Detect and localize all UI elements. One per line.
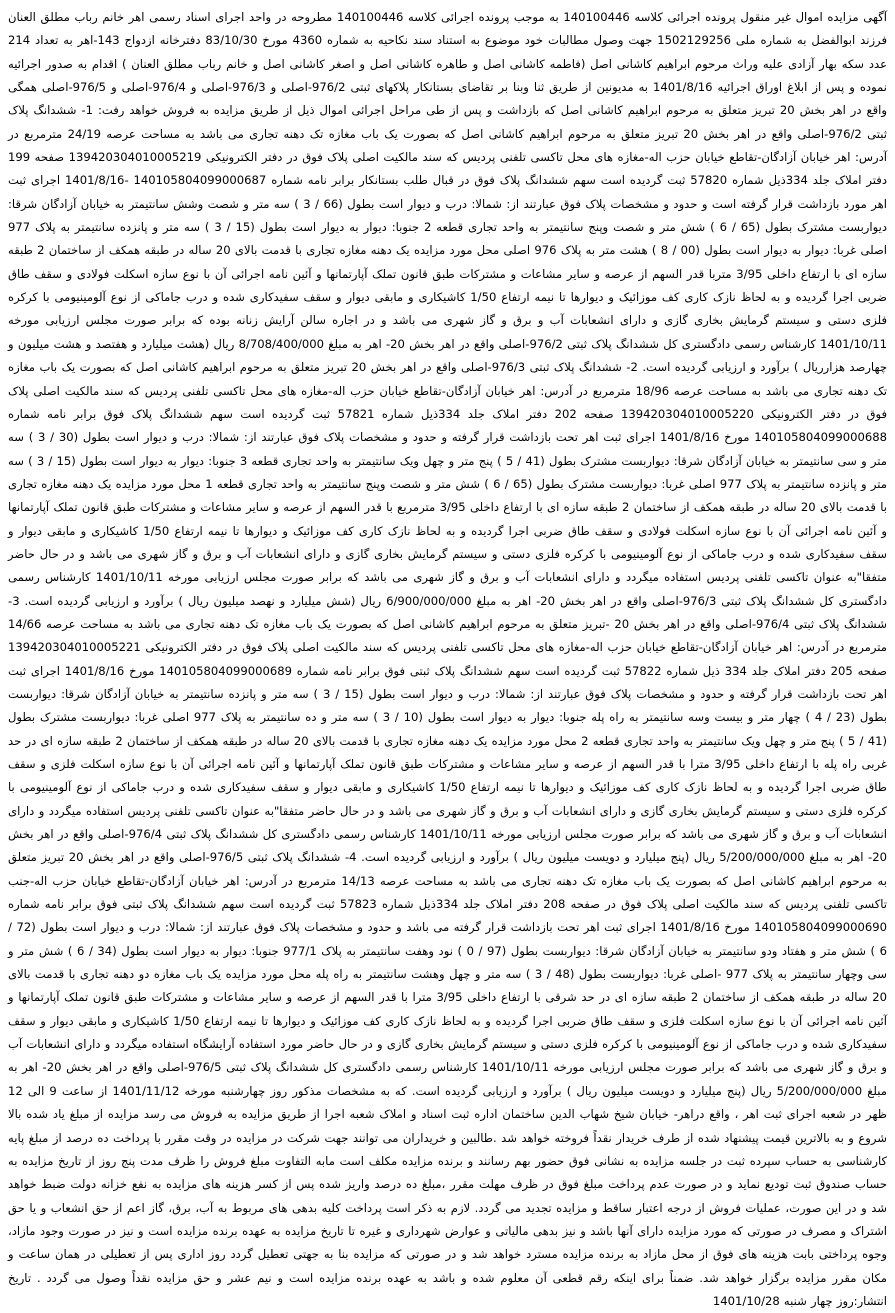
notice-body-text: آگهی مزایده اموال غیر منقول پرونده اجرائی کلاسه 140100446 به موجب پرونده اجرائی کلاسه 140100446 مطروحه در واحد اجرای اسناد رسمی اهر خانم رباب مطلق العنان فرزند ابوالفضل به شماره ملی 1502129256 جهت وصول مطالبات خود موضوع به استناد سند نکاحیه به شماره 4360 مورخ 83/10/30 دفترخانه ازدواج 143-اهر به تعداد 214 عدد سکه بهار آزادی علیه وراث مرحوم ابراهیم کاشانی اصل (فاطمه کاشانی اصل و طاهره کاشانی اصل و اصغر کاشانی اصل و خانم رباب مطلق العنان ) اقدام به صدور اجرائیه نموده و پس از ابلاغ اوراق اجرائیه 1401/8/16 به مدیونین از طریق ثنا وبنا بر تقاضای بستانکار پلاکهای ثبتی 976/2-اصلی و 976/3-اصلی و 976/4-اصلی و 976/5-اصلی همگی واقع در اهر بخش 20 تبریز متعلق به مرحوم ابراهیم کاشانی اصل که بازداشت و پس از طی مراحل اجرائی اموال ذیل از طریق مزایده به فروش خواهد رفت: 1- ششدانگ پلاک ثبتی 976/2-اصلی واقع در اهر بخش 20 تبریز متعلق به مرحوم ابراهیم کاشانی اصل که بصورت یک باب مغازه تک دهنه تجاری می باشد به مساحت عرصه 24/19 مترمربع در آدرس: اهر خیابان آزادگان-تقاطع خیابان حزب اله-مغازه های محل تاکسی تلفنی پردیس که سند مالکیت اصلی پلاک فوق در دفتر الکترونیکی 139420304010005219 صفحه 199 دفتر املاک جلد 334ذیل شماره 57820 ثبت گردیده است سهم ششدانگ پلاک فوق در قبال طلب بستانکار برابر نامه شماره 140105804099000687 -1401/8/16 اجرای ثبت اهر مورد بازداشت قرار گرفته است و حدود و مشخصات پلاک فوق عبارتند از: شمالا: درب و دیوار است بطول (66 / 3 ) سه متر و شصت وشش سانتیمتر به خیابان آزادگان شرقا: دیواربست مشترک بطول (65 / 6 ) شش متر و شصت وپنج سانتیمتر به واحد تجاری قطعه 2 جنوبا: دیوار به دیوار است بطول (15 / 3 ) سه متر و پانزده سانتیمتر به پلاک 977 اصلی غربا: دیوار به دیوار است بطول (00 / 8 ) هشت متر به پلاک 976 اصلی محل مورد مزایده یک دهنه مغازه تجاری با قدمت بالای 20 ساله در طبقه همکف از ساختمان 2 طبقه سازه ای با ارتفاع داخلی 3/95 متربا قدر السهم از عرصه و سایر مشاعات و مشترکات طبق قانون تملک آپارتمانها و آئین نامه اجرائی آن با نوع سازه اسکلت فولادی و سقف طاق ضربی اجرا گردیده و به لحاظ نازک کاری کف موزائیک و دیوارها تا نیمه ارتفاع 1/50 کاشیکاری و مابقی دیوار و سقف سفیدکاری شده و درب جاماکی از نوع آلومینیومی با کرکره فلزی دستی و سیستم گرمایش بخاری گازی و دارای انشعابات آب و برق و گاز شهری می باشد و در اجاره سالن آرایش زنانه بوده که برابر صورت مجلس ارزیابی مورخه 1401/10/11 کارشناس رسمی دادگستری کل ششدانگ پلاک ثبتی 976/2-اصلی واقع در اهر بخش 20- اهر به مبلغ 8/708/400/000 ریال (هشت میلیارد و هفتصد و هشت میلیون و چهارصد هزارریال ) برآورد و ارزیابی گردیده است. 2- ششدانگ پلاک ثبتی 976/3-اصلی واقع در اهر بخش 20 تبریز متعلق به مرحوم ابراهیم کاشانی اصل که بصورت یک باب مغازه تک دهنه تجاری می باشد به مساحت عرصه 18/96 مترمربع در آدرس: اهر خیابان آزادگان-تقاطع خیابان حزب اله-مغازه های محل تاکسی تلفنی پردیس که سند مالکیت اصلی پلاک فوق در دفتر الکترونیکی 139420304010005220 صفحه 202 دفتر املاک جلد 334ذیل شماره 57821 ثبت گردیده است سهم ششدانگ پلاک فوق برابر نامه شماره 140105804099000688 مورخ 1401/8/16 اجرای ثبت اهر تحت بازداشت قرار گرفته و حدود و مشخصات پلاک فوق عبارتند از: شمالا: درب و دیوار است بطول (30 / 3 ) سه متر و سی سانتیمتر به خیابان آزادگان شرقا: دیواربست مشترک بطول (41 / 5 ) پنج متر و چهل ویک سانتیمتر به واحد تجاری قطعه 3 جنوبا: دیوار به دیوار است بطول (15 / 3 ) سه متر و پانزده سانتیمتر به پلاک 977 اصلی غربا: دیواربست مشترک بطول (65 / 6 ) شش متر و شصت وپنج سانتیمتر به واحد تجاری قطعه 1 محل مورد مزایده یک دهنه مغازه تجاری با قدمت بالای 20 ساله در طبقه همکف از ساختمان 2 طبقه سازه ای با ارتفاع داخلی 3/95 مترمربع با قدر السهم از عرصه و سایر مشاعات و مشترکات طبق قانون تملک آپارتمانها و آئین نامه اجرائی آن با نوع سازه اسکلت فولادی و سقف طاق ضربی اجرا گردیده و به لحاظ نازک کاری کف موزائیک و دیوارها تا نیمه ارتفاع 1/50 کاشیکاری و مابقی دیوار و سقف سفیدکاری شده و درب جاماکی از نوع آلومینیومی با کرکره فلزی دستی و سیستم گرمایش بخاری گازی و دارای انشعابات آب و برق و گاز شهری می باشد و در حال حاضر متفقا"به عنوان تاکسی تلفنی پردیس استفاده میگردد و دارای انشعابات آب و برق و گاز شهری می باشد که برابر صورت مجلس ارزیابی مورخه 1401/10/11 کارشناس رسمی دادگستری کل ششدانگ پلاک ثبتی 976/3-اصلی واقع در اهر بخش 20- اهر به مبلغ 6/900/000/000 ریال (شش میلیارد و نهصد میلیون ریال ) برآورد و ارزیابی گردیده است. 3- ششدانگ پلاک ثبتی 976/4-اصلی واقع در اهر بخش 20 -تبریز متعلق به مرحوم ابراهیم کاشانی اصل که بصورت یک باب مغازه تک دهنه تجاری می باشد به مساحت عرصه 14/66 مترمربع در آدرس: اهر خیابان آزادگان-تقاطع خیابان حزب اله-مغازه های محل تاکسی تلفنی پردیس که سند مالکیت اصلی پلاک فوق در دفتر الکترونیکی 139420304010005221 صفحه 205 دفتر املاک جلد 334 ذیل شماره 57822 ثبت گردیده است سهم ششدانگ پلاک ثبتی فوق برابر نامه شماره 140105804099000689 مورخ 1401/8/16 اجرای ثبت اهر تحت بازداشت قرار گرفته و حدود و مشخصات پلاک فوق عبارتند از: شمالا: درب و دیوار است بطول (15 / 3 ) سه متر و پانزده سانتیمتر به خیابان آزادگان شرقا: دیواربست بطول (23 / 4 ) چهار متر و بیست وسه سانتیمتر به راه پله جنوبا: دیوار به دیوار است بطول (10 / 3 ) سه متر و ده سانتیمتر به پلاک 977 اصلی غربا: دیواربست مشترک بطول (41 / 5 ) پنج متر و چهل ویک سانتیمتر به واحد تجاری قطعه 2 محل مورد مزایده یک دهنه مغازه تجاری با قدمت بالای 20 ساله در طبقه همکف از ساختمان 2 طبقه سازه ای در حد غربی راه پله با ارتفاع داخلی 3/95 مترا با قدر السهم از عرصه و سایر مشاعات و مشترکات طبق قانون تملک آپارتمانها و آئین نامه اجرائی آن با نوع سازه اسکلت فلزی و سقف طاق ضربی اجرا گردیده و به لحاظ نازک کاری کف موزائیک و دیوارها تا نیمه ارتفاع 1/50 کاشیکاری و مابقی دیوار و سقف سفیدکاری شده و درب جاماکی از نوع آلومینیومی با کرکره فلزی دستی و سیستم گرمایش بخاری گازی و دارای انشعابات آب و برق و گاز شهری می باشد و در حال حاضر متفقا"به عنوان تاکسی تلفنی پردیس استفاده میگردد و دارای انشعابات آب و برق و گاز شهری می باشد که برابر صورت مجلس ارزیابی مورخه 1401/10/11 کارشناس رسمی دادگستری کل ششدانگ پلاک ثبتی 976/4-اصلی واقع در اهر بخش 20- اهر به مبلغ 5/200/000/000 ریال (پنج میلیارد و دویست میلیون ریال ) برآورد و ارزیابی گردیده است. 4- ششدانگ پلاک ثبتی 976/5-اصلی واقع در اهر بخش 20 تبریز متعلق به مرحوم ابراهیم کاشانی اصل که بصورت یک باب مغازه تک دهنه تجاری می باشد به مساحت عرصه 14/13 مترمربع در آدرس: اهر خیابان آزادگان-تقاطع خیابان حزب اله-جنب تاکسی تلفنی پردیس که سند مالکیت اصلی پلاک فوق در صفحه 208 دفتر املاک جلد 334ذیل شماره 57823 ثبت گردیده است سهم ششدانگ پلاک ثبتی فوق برابر نامه شماره 140105804099000690 مورخ 1401/8/16 اجرای ثبت اهر تحت بازداشت قرار گرفته می باشد و حدود و مشخصات پلاک فوق عبارتند از: شمالا: درب و دیوار است بطول (72 / 6 ) شش متر و هفتاد ودو سانتیمتر به خیابان آزادگان شرقا: دیواربست بطول (97 / 0 ) نود وهفت سانتیمتر به پلاک 977/1 جنوبا: دیوار به دیوار است بطول (34 / 6 ) شش متر و سی وچهار سانتیمتر به پلاک 977 -اصلی غربا: دیواربست بطول (48 / 3 ) سه متر و چهل وهشت سانتیمتر به راه پله محل مورد مزایده یک باب مغازه دو دهنه تجاری با قدمت بالای 20 ساله در طبقه همکف از ساختمان 2 طبقه سازه ای در حد شرقی با ارتفاع داخلی 3/95 مترا با قدر السهم از عرصه و سایر مشاعات و مشترکات طبق قانون تملک آپارتمانها و آئین نامه اجرائی آن با نوع سازه اسکلت فلزی و سقف طاق ضربی اجرا گردیده و به لحاظ نازک کاری کف موزائیک و دیوارها تا نیمه ارتفاع 1/50 کاشیکاری و مابقی دیوار و سقف سفیدکاری شده و درب جاماکی از نوع آلومینیومی با کرکره فلزی دستی و سیستم گرمایش بخاری گازی و در حال حاضر مورد استفاده آرایشگاه استفاده میگردد و دارای انشعابات آب و برق و گاز شهری می باشد که برابر صورت مجلس ارزیابی مورخه 1401/10/11 کارشناس رسمی دادگستری کل ششدانگ پلاک ثبتی 976/5-اصلی واقع در اهر بخش 20- اهر به مبلغ 5/200/000/000 ریال (پنج میلیارد و دویست میلیون ریال ) برآورد و ارزیابی گردیده است. که به مشخصات مذکور روز چهارشنبه مورخه 1401/11/12 از ساعت 9 الی 12 ظهر در شعبه اجرای ثبت اهر ، واقع دراهر- خیابان شیخ شهاب الدین ساختمان اداره ثبت اسناد و املاک شعبه اجرا از طریق مزایده به فروش می رسد مزایده از مبلغ یاد شده بالا شروع و به بالاترین قیمت پیشنهاد شده از طرف خریدار نقداً فروخته خواهد شد .طالبین و خریداران می توانند جهت شرکت در مزایده در وقت مقرر با پرداخت ده درصد از مبلغ پایه کارشناسی به حساب سپرده ثبت در جلسه مزایده به نشانی فوق حضور بهم رسانند و برنده مزایده مکلف است مابه التفاوت مبلغ فروش را ظرف مدت پنج روز از تاریخ مزایده به حساب صندوق ثبت تودیع نماید و در صورت عدم پرداخت مبلغ فوق در ظرف مهلت مقرر ،مبلغ ده درصد واریز شده پس از کسر هزینه های مزایده به نفع خزانه دولت ضبط خواهد شد و در این صورت، عملیات فروش از درجه اعتبار ساقط و مزایده تجدید می گردد. لازم به ذکر است پرداخت کلیه بدهی های مربوط به آب، برق، گاز اعم از حق انشعاب و یا حق اشتراک و مصرف در صورتی که مورد مزایده دارای آنها باشد و نیز بدهی مالیاتی و عوارض شهرداری و غیره تا تاریخ مزایده به عهده برنده مزایده است و نیز در صورت وجود مازاد، وجوه پرداختی بابت هزینه های فوق از محل مازاد به برنده مزایده مسترد خواهد شد و در صورتی که مزایده بنا به جهتی تعطیل گردد روز اداری پس از تعطیلی در همان ساعت و مکان مقرر مزایده برگزار خواهد شد. ضمناً برای اینکه رقم قطعی آن معلوم شده و باشد به عهده برنده مزایده است و نیم عشر و حق مزایده نقداً وصول می گردد . تاریخ انتشار:روز چهار شنبه 1401/10/28: [8, 10, 888, 1308]
